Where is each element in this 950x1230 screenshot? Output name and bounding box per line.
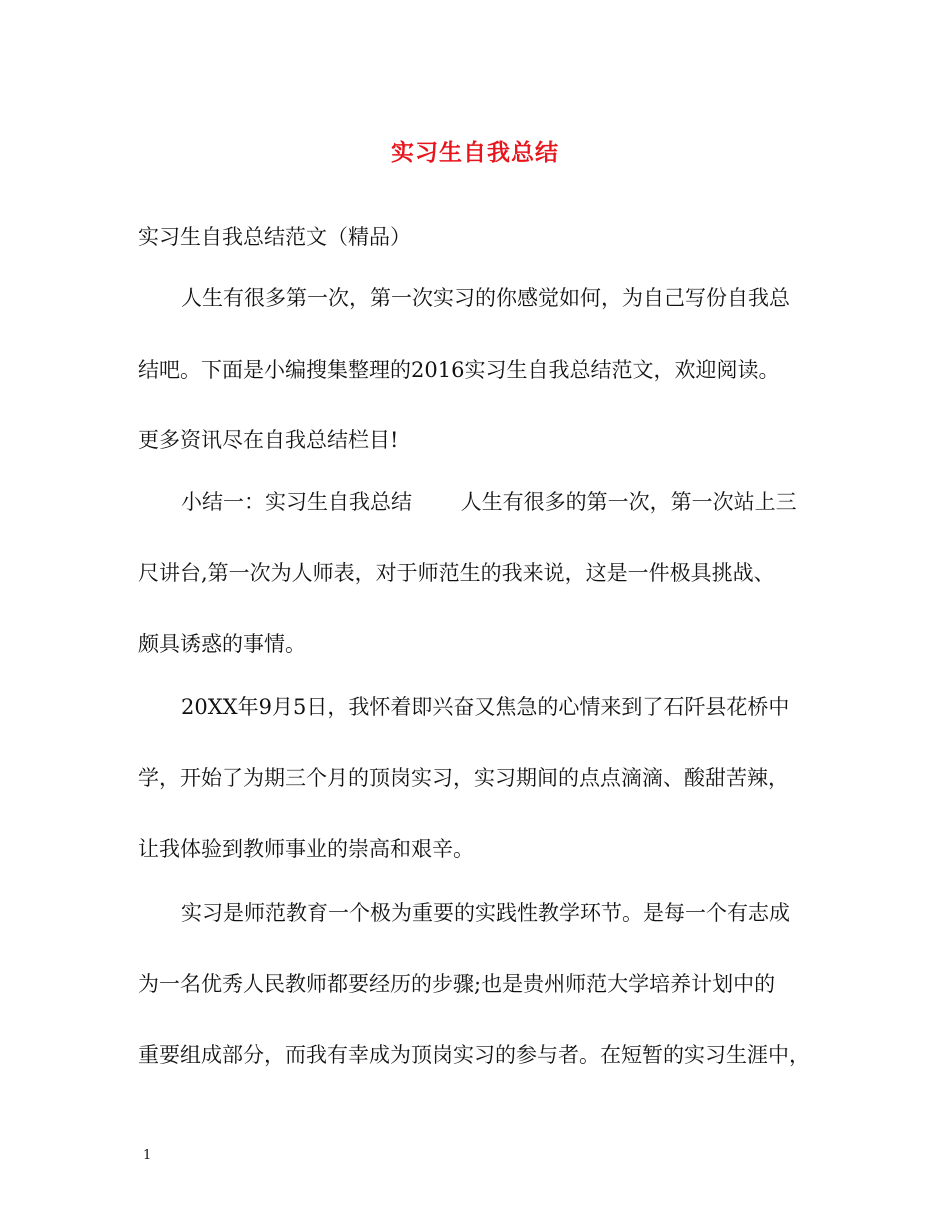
subtitle-line: 实习生自我总结范文（精品） <box>138 225 411 249</box>
paragraph-line: 为一名优秀人民教师都要经历的步骤;也是贵州师范大学培养计划中的 <box>138 972 776 996</box>
page-number: 1 <box>143 1148 152 1163</box>
paragraph-line: 学，开始了为期三个月的顶岗实习，实习期间的点点滴滴、酸甜苦辣， <box>138 766 789 790</box>
paragraph-line: 结吧。下面是小编搜集整理的2016实习生自我总结范文，欢迎阅读。 <box>138 358 780 382</box>
paragraph-line: 实习是师范教育一个极为重要的实践性教学环节。是每一个有志成 <box>181 901 790 925</box>
paragraph-line: 让我体验到教师事业的崇高和艰辛。 <box>138 837 474 861</box>
paragraph-line: 尺讲台,第一次为人师表，对于师范生的我来说，这是一件极具挑战、 <box>138 561 775 585</box>
paragraph-line: 更多资讯尽在自我总结栏目! <box>138 428 399 452</box>
paragraph-line: 人生有很多第一次，第一次实习的你感觉如何，为自己写份自我总 <box>181 286 790 310</box>
paragraph-line: 20XX年9月5日，我怀着即兴奋又焦急的心情来到了石阡县花桥中 <box>181 695 790 719</box>
paragraph-line: 重要组成部分，而我有幸成为顶岗实习的参与者。在短暂的实习生涯中， <box>138 1043 810 1067</box>
paragraph-line: 颇具诱惑的事情。 <box>138 632 306 656</box>
paragraph-line: 小结一：实习生自我总结 人生有很多的第一次，第一次站上三 <box>181 490 797 514</box>
document-title: 实习生自我总结 <box>391 139 559 166</box>
